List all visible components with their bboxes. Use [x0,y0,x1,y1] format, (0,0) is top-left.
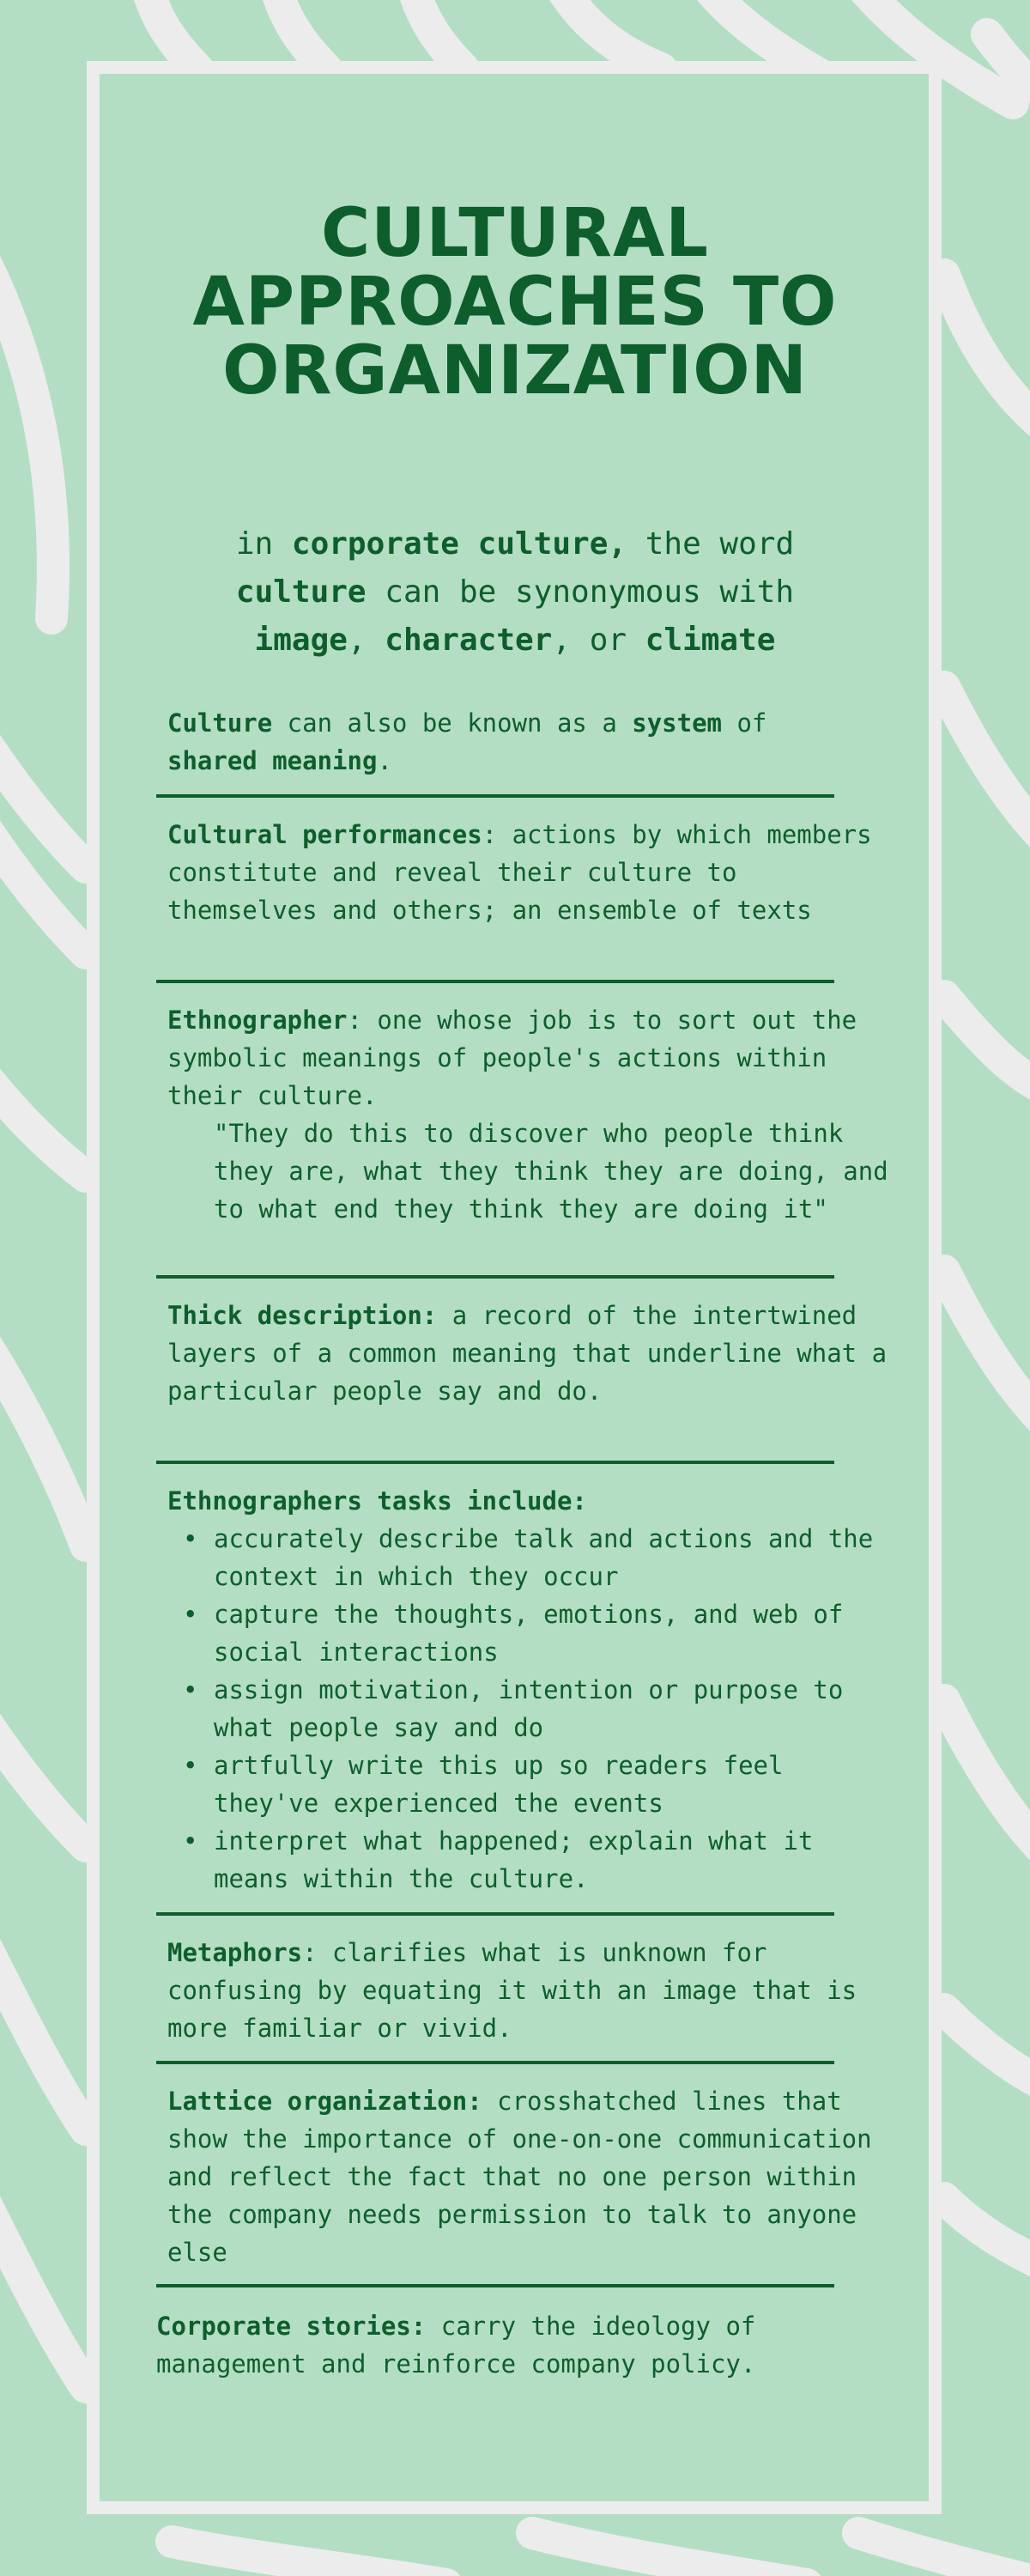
definition-body: can also be known as a [272,708,633,738]
list-item: • artfully write this up so readers feel they've experienced the events [167,1747,893,1822]
subtitle [129,520,901,665]
definition-text [167,2082,893,2271]
ethnographer-quote: "They do this to discover who people think they are, what they think they are doing, and to what end they think they are doing it" [214,1119,888,1224]
term: Metaphors [167,1938,303,1967]
list-item: • capture the thoughts, emotions, and web of social interactions [167,1595,893,1671]
term: Thick description: [167,1301,438,1330]
subtitle-text: , or [552,623,645,658]
definition-text [167,1297,893,1410]
title-line: ORGANIZATION [222,332,808,410]
term: system [632,708,723,738]
list-item: • interpret what happened; explain what it means within the culture. [167,1822,893,1898]
definition-body: of [722,708,767,738]
subtitle-bold: corporate culture, [291,526,627,562]
metaphors-section [167,1934,893,2047]
divider [156,794,834,798]
definition-text [156,2307,882,2383]
subtitle-bold: culture [235,574,367,610]
ethnographer-tasks-section [167,1482,893,1898]
lattice-organization-section [167,2082,893,2271]
divider [156,1912,834,1916]
title-line: CULTURAL [320,195,710,272]
page-title [0,195,1030,410]
definition-body: a record of the intertwined layers of a common meaning that underline what a particular people say and do. [167,1301,888,1406]
list-item: • accurately describe talk and actions and the context in which they occur [167,1520,893,1595]
definition-body: : clarifies what is unknown for confusing by equating it with an image that is more familiar or vivid. [167,1938,857,2043]
term: shared meaning [167,746,378,775]
subtitle-text: can be synonymous with [366,574,795,610]
definition-body: . [377,746,392,775]
subtitle-bold: character [385,623,553,658]
term: Corporate stories: [156,2312,427,2341]
definition-body: crosshatched lines that show the importance of one-on-one communication and reflect the fact that no one person within the company needs permission to talk to anyone else [167,2087,872,2267]
term: Culture [167,708,273,738]
definition-text [167,1001,893,1115]
term: Ethnographers tasks include: [167,1486,587,1516]
subtitle-text: in [235,526,292,562]
culture-definition [167,704,893,780]
title-line: APPROACHES TO [192,264,838,341]
corporate-stories-section [156,2307,882,2383]
thick-description-section [167,1297,893,1410]
definition-text [167,1934,893,2047]
divider [156,980,834,983]
ethnographer-section [167,1001,893,1228]
cultural-performances-section [167,816,893,929]
term: Cultural performances [167,820,482,849]
divider [156,1461,834,1464]
subtitle-text: , [347,623,385,658]
definition-body: : actions by which members constitute and reveal their culture to themselves and others; an ensemble of texts [167,820,872,925]
divider [156,2284,834,2287]
subtitle-bold: climate [645,623,776,658]
definition-body: carry the ideology of management and reinforce company policy. [156,2312,756,2379]
tasks-list [167,1520,893,1898]
tasks-heading [167,1482,893,1520]
subtitle-text: the word [627,526,795,562]
definition-text [167,816,893,929]
divider [156,2061,834,2064]
term: Lattice organization: [167,2087,482,2116]
list-item: • assign motivation, intention or purpose to what people say and do [167,1671,893,1747]
definition-text [167,704,893,780]
definition-body: : one whose job is to sort out the symbolic meanings of people's actions within their culture. [167,1005,857,1110]
divider [156,1275,834,1279]
subtitle-bold: image [254,623,348,658]
term: Ethnographer [167,1005,348,1035]
